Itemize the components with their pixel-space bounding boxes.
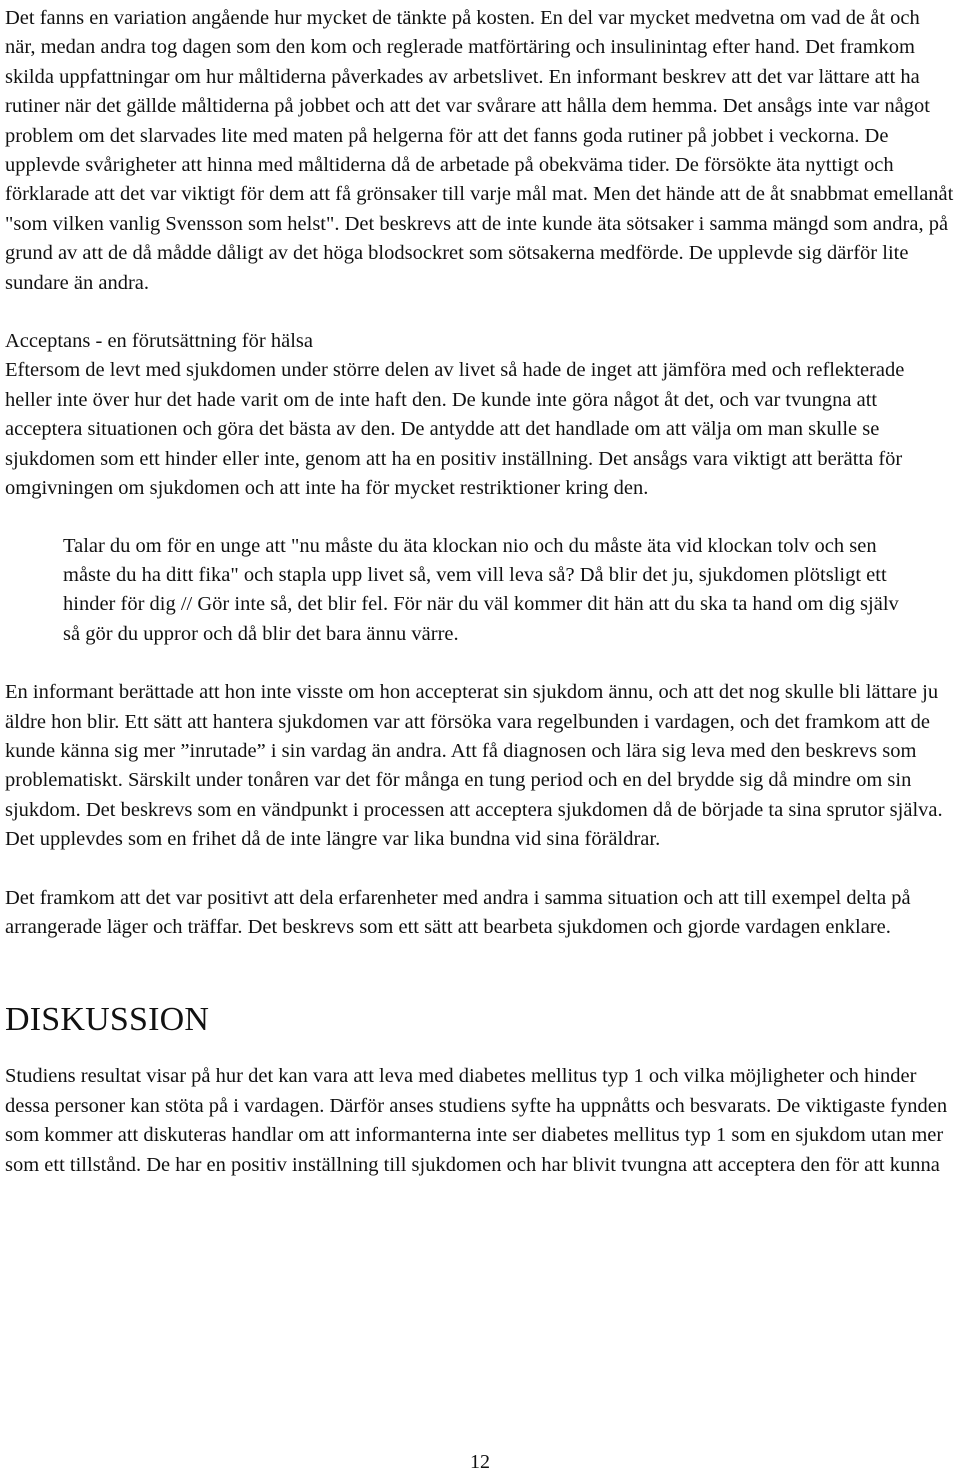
main-heading-discussion: DISKUSSION [5, 1001, 210, 1039]
section-heading-acceptance: Acceptans - en förutsättning för hälsa [5, 330, 313, 353]
section-acceptance [5, 327, 955, 503]
informant-quote: Talar du om för en unge att "nu måste du äta klockan nio och du måste äta vid klockan tolv och sen måste du ha ditt fika" och stapla upp livet så, vem vill leva så? Då blir det ju, sjukdomen plötsligt ett hinder för dig // Gör inte så, det blir fel. För när du väl kommer dit hän att du ska ta hand om dig själv så gör du uppror och då blir det bara ännu värre. [63, 534, 899, 645]
page-number: 12 [470, 1451, 490, 1473]
paragraph-informant-acceptance: En informant berättade att hon inte visste om hon accepterat sin sjukdom ännu, och att det nog skulle bli lättare ju äldre hon blir. Ett sätt att hantera sjukdomen var att försöka vara regelbunden i vardagen, och det framkom att de kunde känna sig mer ”inrutade” i sin vardag än andra. Att få diagnosen och lära sig leva med den beskrevs som problematiskt. Särskilt under tonåren var det för många en tung period och en del brydde sig då mindre om sin sjukdom. Det beskrevs som en vändpunkt i processen att acceptera sjukdomen då de började ta sina sprutor själva. Det upplevdes som en frihet då de inte längre var lika bundna vid sina föräldrar. [5, 681, 943, 851]
paragraph-discussion: Studiens resultat visar på hur det kan vara att leva med diabetes mellitus typ 1 och vilka möjligheter och hinder dessa personer kan stöta på i vardagen. Därför anses studiens syfte ha uppnåtts och besvarats. De viktigaste fynden som kommer att diskuteras handlar om att informanterna inte ser diabetes mellitus typ 1 som en sjukdom utan mer som ett tillstånd. De har en positiv inställning till sjukdomen och har blivit tvungna att acceptera den för att kunna [5, 1065, 948, 1176]
paragraph-acceptance: Eftersom de levt med sjukdomen under större delen av livet så hade de inget att jämföra med och reflekterade heller inte över hur det hade varit om de inte haft den. De kunde inte göra något åt det, och var tvungna att acceptera situationen och göra det bästa av den. De antydde att det handlade om att välja om man skulle se sjukdomen som ett hinder eller inte, genom att ha en positiv inställning. Det ansågs vara viktigt att berätta för omgivningen om sjukdomen och att inte ha för mycket restriktioner kring den. [5, 359, 905, 500]
paragraph-sharing-experiences: Det framkom att det var positivt att dela erfarenheter med andra i samma situation och att till exempel delta på arrangerade läger och träffar. Det beskrevs som ett sätt att bearbeta sjukdomen och gjorde vardagen enklare. [5, 886, 911, 938]
document-page [5, 4, 955, 1180]
paragraph-diet-variation: Det fanns en variation angående hur mycket de tänkte på kosten. En del var mycket medvetna om vad de åt och när, medan andra tog dagen som den kom och reglerade matförtäring och insulinintag efter hand. Det framkom skilda uppfattningar om hur måltiderna påverkades av arbetslivet. En informant beskrev att det var lättare att ha rutiner när det gällde måltiderna på jobbet och att det var svårare att hålla dem hemma. Det ansågs inte var något problem om det slarvades lite med maten på helgerna för att det fanns goda rutiner på jobbet i veckorna. De upplevde svårigheter att hinna med måltiderna då de arbetade på obekväma tider. De försökte äta nyttigt och förklarade att det var viktigt för dem att få grönsaker till varje mål mat. Men det hände att de åt snabbmat emellanåt "som vilken vanlig Svensson som helst". Det beskrevs att de inte kunde äta sötsaker i samma mängd som andra, på grund av att de då mådde dåligt av det höga blodsockret som sötsakerna medförde. De upplevde sig därför lite sundare än andra. [5, 7, 954, 294]
